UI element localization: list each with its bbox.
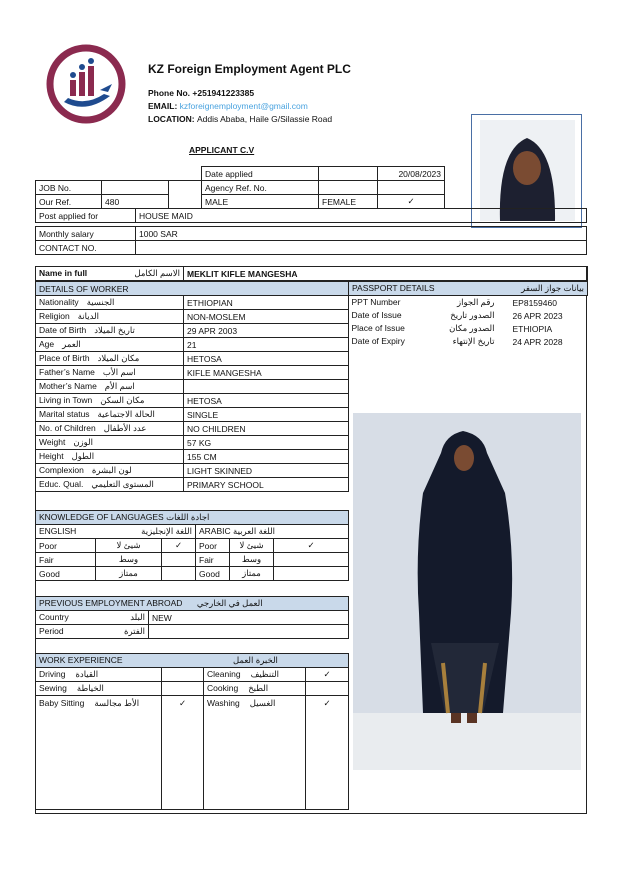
details-row xyxy=(36,408,349,422)
details-value: NON-MOSLEM xyxy=(184,310,349,324)
details-label-cell xyxy=(36,352,184,366)
details-label-ar: الوزن xyxy=(73,437,94,447)
details-label-ar: الطول xyxy=(71,451,95,461)
work-header: WORK EXPERIENCE xyxy=(39,655,123,665)
details-value: 57 KG xyxy=(184,436,349,450)
passport-label: PPT Number xyxy=(351,297,401,307)
details-value: NO CHILDREN xyxy=(184,422,349,436)
work-right-check: ✓ xyxy=(306,696,349,810)
country-value: NEW xyxy=(149,611,349,625)
passport-label-ar: تاريخ الإنتهاء xyxy=(452,336,495,346)
passport-value: 26 APR 2023 xyxy=(512,310,563,321)
post-label: Post applied for xyxy=(36,209,136,223)
passport-value: ETHIOPIA xyxy=(512,323,553,334)
passport-label: Date of Expiry xyxy=(351,336,405,346)
location-value: Addis Ababa, Haile G/Silassie Road xyxy=(196,114,333,124)
work-left-label-ar: القيادة xyxy=(75,669,99,679)
work-right-cell xyxy=(204,682,306,696)
work-left-label: Baby Sitting xyxy=(39,698,85,708)
arabic-level-check xyxy=(274,567,349,581)
period-label-ar: الفترة xyxy=(124,626,145,636)
passport-label-ar: الصدور تاريخ xyxy=(450,310,495,320)
passport-table xyxy=(348,281,588,348)
passport-label-ar: الصدور مكان xyxy=(449,323,495,333)
details-label-ar: مكان السكن xyxy=(100,395,145,405)
details-label: Age xyxy=(39,339,55,349)
country-label-cell xyxy=(36,611,149,625)
details-value: SINGLE xyxy=(184,408,349,422)
details-label-cell xyxy=(36,478,184,492)
details-label-ar: الجنسية xyxy=(86,297,115,307)
country-label: Country xyxy=(39,612,69,622)
details-label: Complexion xyxy=(39,465,84,475)
salary-label: Monthly salary xyxy=(36,227,136,241)
details-label: Weight xyxy=(39,437,66,447)
details-label-ar: الحالة الاجتماعية xyxy=(97,409,155,419)
top-info-table xyxy=(35,166,445,209)
applicant-full-photo xyxy=(353,413,581,770)
english-level-label-ar: وسط xyxy=(96,553,162,567)
male-label: MALE xyxy=(202,195,319,209)
details-row xyxy=(36,352,349,366)
details-label-ar: تاريخ الميلاد xyxy=(94,325,135,335)
details-table xyxy=(35,281,349,492)
name-label: Name in full xyxy=(39,268,88,278)
details-label: Nationality xyxy=(39,297,79,307)
passport-row xyxy=(349,335,588,348)
details-row xyxy=(36,338,349,352)
details-value: 29 APR 2003 xyxy=(184,324,349,338)
details-row xyxy=(36,394,349,408)
english-level-check xyxy=(162,567,196,581)
work-left-label-ar: الأط مجالسة xyxy=(94,698,140,708)
details-label-cell xyxy=(36,422,184,436)
passport-header-ar: بيانات جواز السفر xyxy=(521,283,585,293)
work-left-label: Driving xyxy=(39,669,66,679)
english-level-label-ar: ممتاز xyxy=(96,567,162,581)
female-label: FEMALE xyxy=(319,195,378,209)
details-label-cell xyxy=(36,380,184,394)
passport-header-cell xyxy=(349,282,588,296)
agency-ref-label: Agency Ref. No. xyxy=(202,181,319,195)
arabic-level-label: Fair xyxy=(196,553,230,567)
prev-employment-table xyxy=(35,596,349,639)
company-name: KZ Foreign Employment Agent PLC xyxy=(148,62,351,76)
english-level-label: Fair xyxy=(36,553,96,567)
work-left-check xyxy=(162,682,204,696)
prev-header-cell xyxy=(36,597,349,611)
english-label: ENGLISH xyxy=(39,526,77,536)
prev-header-ar: العمل في الخارجي xyxy=(196,598,263,608)
page-title: APPLICANT C.V xyxy=(189,145,255,155)
languages-header-ar: اجادة اللغات xyxy=(166,512,210,522)
company-email xyxy=(148,101,308,111)
work-left-label-ar: الخياطة xyxy=(76,683,104,693)
work-right-label: Washing xyxy=(207,698,240,708)
passport-row xyxy=(349,296,588,310)
languages-header-cell xyxy=(36,511,349,525)
work-header-cell xyxy=(36,654,349,668)
salary-table xyxy=(35,226,587,255)
languages-table xyxy=(35,510,349,581)
female-check: ✓ xyxy=(378,195,445,209)
details-row xyxy=(36,366,349,380)
details-label-cell xyxy=(36,366,184,380)
date-applied-label: Date applied xyxy=(202,167,319,181)
details-label-cell xyxy=(36,436,184,450)
passport-header: PASSPORT DETAILS xyxy=(352,283,435,293)
contact-label: CONTACT NO. xyxy=(36,241,136,255)
work-header-ar: الخبرة العمل xyxy=(232,655,278,665)
english-level-label-ar: شيئ لا xyxy=(96,539,162,553)
work-right-cell xyxy=(204,668,306,682)
our-ref-value: 480 xyxy=(102,195,169,209)
passport-label-cell xyxy=(349,322,510,335)
country-label-ar: البلد xyxy=(130,612,145,622)
details-label: Place of Birth xyxy=(39,353,90,363)
passport-label-cell xyxy=(349,296,510,310)
passport-row xyxy=(349,309,588,322)
period-label: Period xyxy=(39,626,64,636)
details-label-cell xyxy=(36,324,184,338)
english-label-ar: اللغة الإنجليزية xyxy=(141,526,192,536)
details-value: KIFLE MANGESHA xyxy=(184,366,349,380)
details-label-ar: عدد الأطفال xyxy=(103,423,147,433)
languages-header: KNOWLEDGE OF LANGUAGES xyxy=(39,512,164,522)
details-value: HETOSA xyxy=(184,394,349,408)
work-row xyxy=(36,682,349,696)
details-header: DETAILS OF WORKER xyxy=(36,282,349,296)
work-right-check xyxy=(306,682,349,696)
work-right-label: Cooking xyxy=(207,683,239,693)
details-label-ar: لون البشرة xyxy=(91,465,132,475)
work-right-label-ar: التنظيف xyxy=(250,669,279,679)
details-row xyxy=(36,422,349,436)
arabic-level-check: ✓ xyxy=(274,539,349,553)
details-label-ar: اسم الأم xyxy=(104,381,135,391)
english-cell xyxy=(36,525,196,539)
period-label-cell xyxy=(36,625,149,639)
passport-label: Place of Issue xyxy=(351,323,405,333)
details-label-cell xyxy=(36,394,184,408)
name-table xyxy=(35,266,588,281)
details-row xyxy=(36,450,349,464)
email-label: EMAIL: xyxy=(148,101,178,111)
arabic-label-ar: اللغة العربية xyxy=(233,526,276,536)
arabic-level-check xyxy=(274,553,349,567)
english-level-check: ✓ xyxy=(162,539,196,553)
details-value: HETOSA xyxy=(184,352,349,366)
details-row xyxy=(36,478,349,492)
work-left-cell xyxy=(36,696,162,810)
arabic-level-label-ar: وسط xyxy=(230,553,274,567)
post-value: HOUSE MAID xyxy=(136,209,587,223)
work-right-cell xyxy=(204,696,306,810)
passport-value: 24 APR 2028 xyxy=(512,336,563,347)
email-link[interactable]: kzforeignemployment@gmail.com xyxy=(179,101,308,111)
agency-ref-value xyxy=(319,181,378,195)
work-row xyxy=(36,668,349,682)
our-ref-label: Our Ref. xyxy=(36,195,102,209)
arabic-level-label: Poor xyxy=(196,539,230,553)
date-applied-value: 20/08/2023 xyxy=(378,167,445,181)
prev-header: PREVIOUS EMPLOYMENT ABROAD xyxy=(39,598,183,608)
details-row xyxy=(36,380,349,394)
work-right-check: ✓ xyxy=(306,668,349,682)
details-label-cell xyxy=(36,450,184,464)
arabic-label: ARABIC xyxy=(199,526,231,536)
company-location xyxy=(148,114,332,124)
english-level-check xyxy=(162,553,196,567)
details-label: Religion xyxy=(39,311,70,321)
details-label-ar: مكان الميلاد xyxy=(97,353,140,363)
details-label: Height xyxy=(39,451,64,461)
passport-label: Date of Issue xyxy=(351,310,402,320)
work-left-check: ✓ xyxy=(162,696,204,810)
details-label-cell xyxy=(36,338,184,352)
arabic-level-label-ar: ممتاز xyxy=(230,567,274,581)
location-label: LOCATION: xyxy=(148,114,195,124)
details-label: Date of Birth xyxy=(39,325,87,335)
details-label-cell xyxy=(36,296,184,310)
language-row xyxy=(36,539,349,553)
details-row xyxy=(36,310,349,324)
work-right-label: Cleaning xyxy=(207,669,241,679)
company-phone xyxy=(148,88,254,98)
passport-value: EP8159460 xyxy=(512,297,557,308)
passport-label-cell xyxy=(349,309,510,322)
work-left-cell xyxy=(36,668,162,682)
details-value: ETHIOPIAN xyxy=(184,296,349,310)
details-label-cell xyxy=(36,408,184,422)
details-label: Mother’s Name xyxy=(39,381,97,391)
english-level-label: Poor xyxy=(36,539,96,553)
details-row xyxy=(36,464,349,478)
work-experience-table xyxy=(35,653,349,810)
details-value: LIGHT SKINNED xyxy=(184,464,349,478)
work-right-label-ar: الطبخ xyxy=(248,683,269,693)
details-value: PRIMARY SCHOOL xyxy=(184,478,349,492)
english-level-label: Good xyxy=(36,567,96,581)
passport-label-ar: رقم الجواز xyxy=(457,297,495,307)
details-label-ar: الديانة xyxy=(77,311,100,321)
details-label-ar: اسم الأب xyxy=(102,367,136,377)
arabic-level-label-ar: شيئ لا xyxy=(230,539,274,553)
details-label: Marital status xyxy=(39,409,90,419)
language-row xyxy=(36,553,349,567)
details-value: 21 xyxy=(184,338,349,352)
passport-row xyxy=(349,322,588,335)
phone-value: +251941223385 xyxy=(192,88,255,98)
work-left-check xyxy=(162,668,204,682)
details-label-ar: المستوى التعليمي xyxy=(91,479,154,489)
details-row xyxy=(36,436,349,450)
applicant-portrait xyxy=(480,120,575,221)
details-label: Educ. Qual. xyxy=(39,479,84,489)
passport-label-cell xyxy=(349,335,510,348)
arabic-level-label: Good xyxy=(196,567,230,581)
period-value xyxy=(149,625,349,639)
details-value: 155 CM xyxy=(184,450,349,464)
salary-value: 1000 SAR xyxy=(136,227,587,241)
name-label-cell xyxy=(36,267,184,281)
name-value: MEKLIT KIFLE MANGESHA xyxy=(184,267,588,281)
name-label-ar: الاسم الكامل xyxy=(134,268,180,278)
contact-value xyxy=(136,241,587,255)
details-label-cell xyxy=(36,310,184,324)
work-row xyxy=(36,696,349,810)
work-left-label: Sewing xyxy=(39,683,67,693)
arabic-cell xyxy=(196,525,349,539)
job-no-value xyxy=(102,181,169,195)
post-table xyxy=(35,208,587,223)
details-label: Living in Town xyxy=(39,395,93,405)
details-row xyxy=(36,296,349,310)
job-no-label: JOB No. xyxy=(36,181,102,195)
details-row xyxy=(36,324,349,338)
work-right-label-ar: الغسيل xyxy=(249,698,276,708)
company-logo xyxy=(46,44,126,124)
details-label-ar: العمر xyxy=(62,339,81,349)
details-label: Father’s Name xyxy=(39,367,95,377)
work-left-cell xyxy=(36,682,162,696)
language-row xyxy=(36,567,349,581)
phone-label: Phone No. xyxy=(148,88,191,98)
details-label-cell xyxy=(36,464,184,478)
details-value xyxy=(184,380,349,394)
details-label: No. of Children xyxy=(39,423,96,433)
